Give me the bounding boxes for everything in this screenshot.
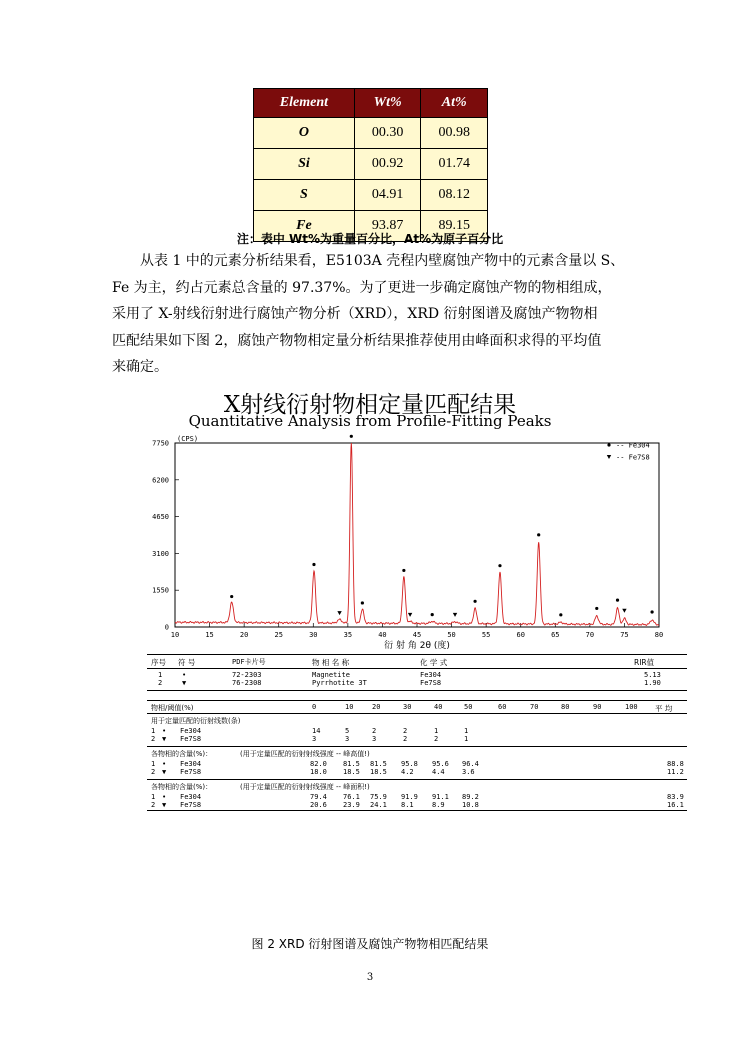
legend-marker-fe7s8 bbox=[607, 455, 611, 459]
element-table-header bbox=[254, 89, 488, 118]
x-tick-label: 55 bbox=[481, 631, 491, 639]
phase-formula: Fe7S8 bbox=[420, 679, 442, 687]
count-value: 3 bbox=[372, 735, 377, 743]
peak-marker-fe304 bbox=[559, 613, 562, 616]
at-value: 00.98 bbox=[421, 118, 488, 149]
area-value: 20.6 bbox=[310, 801, 327, 809]
area-value: 89.2 bbox=[462, 793, 479, 801]
spectrum-line bbox=[175, 443, 659, 625]
peak-marker-fe7s8 bbox=[337, 611, 341, 615]
height-value: 18.0 bbox=[310, 768, 327, 776]
divider bbox=[147, 700, 687, 701]
threshold-col: 40 bbox=[434, 703, 443, 711]
threshold-col: 70 bbox=[530, 703, 539, 711]
height-value: 81.5 bbox=[370, 760, 387, 768]
legend-label-fe304: -- Fe304 bbox=[616, 441, 650, 450]
area-value: 75.9 bbox=[370, 793, 387, 801]
count-value: 2 bbox=[403, 735, 408, 743]
height-average: 88.8 bbox=[667, 760, 684, 768]
y-tick-label: 0 bbox=[164, 623, 169, 632]
row-symbol: ▼ bbox=[162, 801, 167, 809]
threshold-col: 80 bbox=[561, 703, 570, 711]
chart-subtitle: Quantitative Analysis from Profile-Fitting Peaks bbox=[188, 412, 552, 430]
row-phase: Fe7S8 bbox=[180, 735, 202, 743]
area-average: 83.9 bbox=[667, 793, 684, 801]
paragraph-line: Fe 为主，约占元素总含量的 97.37%。为了更进一步确定腐蚀产物的物相组成， bbox=[112, 279, 612, 296]
paragraph-line: 从表 1 中的元素分析结果看，E5103A 壳程内壁腐蚀产物中的元素含量以 S、 bbox=[140, 253, 625, 269]
phase-name: Pyrrhotite 3T bbox=[312, 679, 367, 687]
height-value: 95.8 bbox=[401, 760, 418, 768]
y-tick-label: 6200 bbox=[152, 476, 169, 485]
divider bbox=[147, 690, 687, 691]
area-value: 79.4 bbox=[310, 793, 327, 801]
col-header-formula: 化 学 式 bbox=[420, 658, 448, 667]
phase-rir: 5.13 bbox=[644, 671, 661, 679]
x-tick-label: 45 bbox=[412, 631, 422, 639]
row-phase: Fe304 bbox=[180, 760, 202, 768]
row-phase: Fe304 bbox=[180, 727, 202, 735]
threshold-col: 100 bbox=[625, 703, 638, 711]
area-value: 76.1 bbox=[343, 793, 360, 801]
area-value: 23.9 bbox=[343, 801, 360, 809]
phase-pdf-card: 72-2303 bbox=[232, 671, 262, 679]
threshold-col: 0 bbox=[312, 703, 317, 711]
height-value: 3.6 bbox=[462, 768, 475, 776]
peak-marker-fe7s8 bbox=[453, 613, 457, 617]
element-table bbox=[253, 88, 488, 242]
plot-frame bbox=[175, 443, 659, 627]
row-num: 2 bbox=[151, 801, 156, 809]
peak-marker-fe7s8 bbox=[622, 609, 626, 613]
phase-rir: 1.90 bbox=[644, 679, 661, 687]
count-value: 2 bbox=[372, 727, 377, 735]
wt-value: 93.87 bbox=[354, 211, 421, 242]
threshold-col: 50 bbox=[464, 703, 473, 711]
threshold-col: 90 bbox=[593, 703, 602, 711]
header-at: At% bbox=[421, 89, 488, 118]
peak-marker-fe304 bbox=[402, 569, 405, 572]
phase-num: 1 bbox=[158, 671, 163, 679]
peak-marker-fe304 bbox=[616, 599, 619, 602]
x-tick-label: 30 bbox=[309, 631, 318, 639]
peak-marker-fe304 bbox=[595, 607, 598, 610]
legend-label-fe7s8: -- Fe7S8 bbox=[616, 453, 650, 462]
col-header-pdf: PDF卡片号 bbox=[232, 658, 266, 666]
element-name: O bbox=[254, 118, 355, 149]
phase-pdf-card: 76-2308 bbox=[232, 679, 262, 687]
element-name: Si bbox=[254, 149, 355, 180]
x-tick-label: 10 bbox=[170, 631, 180, 639]
x-tick-label: 60 bbox=[516, 631, 525, 639]
count-label: 用于定量匹配的衍射线数(条) bbox=[151, 717, 241, 725]
col-header-symbol: 符 号 bbox=[178, 658, 196, 667]
peak-marker-fe304 bbox=[312, 563, 315, 566]
row-symbol: • bbox=[162, 760, 167, 768]
peak-marker-fe304 bbox=[473, 600, 476, 603]
area-label: 各物相的含量(%)： bbox=[151, 783, 213, 791]
wt-value: 04.91 bbox=[354, 180, 421, 211]
threshold-col: 60 bbox=[498, 703, 507, 711]
phase-symbol: • bbox=[182, 671, 187, 679]
peak-marker-fe304 bbox=[230, 595, 233, 598]
table-note: 注：表中 Wt%为重量百分比，At%为原子百分比 bbox=[236, 232, 504, 246]
row-num: 1 bbox=[151, 727, 156, 735]
peak-marker-fe304 bbox=[498, 564, 501, 567]
height-value: 18.5 bbox=[370, 768, 387, 776]
count-value: 2 bbox=[403, 727, 408, 735]
row-phase: Fe7S8 bbox=[180, 801, 202, 809]
height-value: 96.4 bbox=[462, 760, 479, 768]
table-row bbox=[254, 149, 488, 180]
peak-marker-fe304 bbox=[350, 435, 353, 438]
peak-marker-fe304 bbox=[361, 601, 364, 604]
count-value: 1 bbox=[464, 727, 469, 735]
peak-marker-fe7s8 bbox=[408, 613, 412, 617]
element-name: Fe bbox=[254, 211, 355, 242]
paragraph-line: 来确定。 bbox=[112, 359, 168, 375]
col-header-phase-name: 物 相 名 称 bbox=[312, 658, 350, 667]
phase-num: 2 bbox=[158, 679, 163, 687]
peak-marker-fe304 bbox=[537, 533, 540, 536]
divider bbox=[147, 654, 687, 655]
x-tick-label: 50 bbox=[447, 631, 456, 639]
threshold-col: 30 bbox=[403, 703, 412, 711]
height-average: 11.2 bbox=[667, 768, 684, 776]
count-value: 2 bbox=[434, 735, 439, 743]
table-row bbox=[254, 118, 488, 149]
header-wt: Wt% bbox=[354, 89, 421, 118]
height-value: 18.5 bbox=[343, 768, 360, 776]
area-average: 16.1 bbox=[667, 801, 684, 809]
phase-formula: Fe304 bbox=[420, 671, 442, 679]
y-axis-label: (CPS) bbox=[177, 435, 199, 443]
area-note: (用于定量匹配的衍射射线强度 -- 峰面积!) bbox=[240, 783, 370, 791]
x-tick-label: 20 bbox=[239, 631, 249, 639]
row-symbol: ▼ bbox=[162, 768, 167, 776]
area-value: 91.9 bbox=[401, 793, 418, 801]
x-tick-label: 75 bbox=[620, 631, 629, 639]
count-value: 14 bbox=[312, 727, 321, 735]
area-value: 24.1 bbox=[370, 801, 387, 809]
row-phase: Fe304 bbox=[180, 793, 202, 801]
xrd-chart bbox=[140, 424, 670, 649]
x-tick-label: 65 bbox=[551, 631, 560, 639]
wt-value: 00.92 bbox=[354, 149, 421, 180]
row-symbol: ▼ bbox=[162, 735, 167, 743]
row-phase: Fe7S8 bbox=[180, 768, 202, 776]
height-value: 4.4 bbox=[432, 768, 445, 776]
row-num: 2 bbox=[151, 768, 156, 776]
legend-marker-fe304 bbox=[607, 443, 610, 446]
x-tick-label: 15 bbox=[205, 631, 214, 639]
col-header-rir: RIR值 bbox=[634, 658, 655, 667]
area-value: 10.8 bbox=[462, 801, 479, 809]
height-label: 各物相的含量(%)： bbox=[151, 750, 213, 758]
row-symbol: • bbox=[162, 727, 167, 735]
paragraph-line: 匹配结果如下图 2，腐蚀产物物相定量分析结果推荐使用由峰面积求得的平均值 bbox=[112, 332, 602, 349]
threshold-col: 10 bbox=[345, 703, 354, 711]
paragraph-line: 采用了 X-射线衍射进行腐蚀产物分析（XRD），XRD 衍射图谱及腐蚀产物物相 bbox=[112, 306, 598, 322]
height-value: 4.2 bbox=[401, 768, 414, 776]
x-tick-label: 70 bbox=[585, 631, 595, 639]
x-tick-label: 40 bbox=[378, 631, 387, 639]
count-value: 1 bbox=[434, 727, 439, 735]
x-axis-label: 衍 射 角 2θ (度) bbox=[384, 641, 450, 649]
phase-name: Magnetite bbox=[312, 671, 350, 679]
y-tick-label: 4650 bbox=[152, 513, 169, 522]
figure-caption: 图 2 XRD 衍射图谱及腐蚀产物物相匹配结果 bbox=[251, 937, 489, 951]
x-tick-label: 80 bbox=[654, 631, 664, 639]
row-num: 1 bbox=[151, 760, 156, 768]
header-element: Element bbox=[254, 89, 355, 118]
divider bbox=[147, 779, 687, 780]
divider bbox=[147, 713, 687, 714]
row-num: 1 bbox=[151, 793, 156, 801]
threshold-label: 物相/阈值(%) bbox=[151, 704, 194, 712]
area-value: 8.1 bbox=[401, 801, 414, 809]
row-symbol: • bbox=[162, 793, 167, 801]
table-row bbox=[254, 180, 488, 211]
peak-marker-fe304 bbox=[650, 610, 653, 613]
count-value: 5 bbox=[345, 727, 350, 735]
count-value: 3 bbox=[345, 735, 350, 743]
area-value: 91.1 bbox=[432, 793, 449, 801]
divider bbox=[147, 668, 687, 669]
height-value: 81.5 bbox=[343, 760, 360, 768]
y-tick-label: 7750 bbox=[152, 439, 169, 448]
row-num: 2 bbox=[151, 735, 156, 743]
peak-marker-fe304 bbox=[431, 613, 434, 616]
height-value: 82.0 bbox=[310, 760, 327, 768]
body-paragraph bbox=[112, 248, 647, 381]
threshold-col: 平 均 bbox=[655, 704, 673, 713]
count-value: 3 bbox=[312, 735, 317, 743]
divider bbox=[147, 746, 687, 747]
col-header-num: 序号 bbox=[151, 658, 166, 667]
at-value: 01.74 bbox=[421, 149, 488, 180]
height-note: (用于定量匹配的衍射射线强度 -- 峰高值!) bbox=[240, 750, 370, 758]
height-value: 95.6 bbox=[432, 760, 449, 768]
x-tick-label: 35 bbox=[343, 631, 353, 639]
x-tick-label: 25 bbox=[274, 631, 283, 639]
wt-value: 00.30 bbox=[354, 118, 421, 149]
chart-title: X射线衍射物相定量匹配结果 bbox=[223, 392, 517, 418]
threshold-col: 20 bbox=[372, 703, 381, 711]
element-name: S bbox=[254, 180, 355, 211]
count-value: 1 bbox=[464, 735, 469, 743]
y-tick-label: 3100 bbox=[152, 549, 169, 558]
page-number: 3 bbox=[366, 972, 374, 983]
area-value: 8.9 bbox=[432, 801, 445, 809]
y-tick-label: 1550 bbox=[152, 586, 169, 595]
divider bbox=[147, 810, 687, 811]
at-value: 89.15 bbox=[421, 211, 488, 242]
at-value: 08.12 bbox=[421, 180, 488, 211]
phase-symbol: ▼ bbox=[182, 679, 187, 687]
